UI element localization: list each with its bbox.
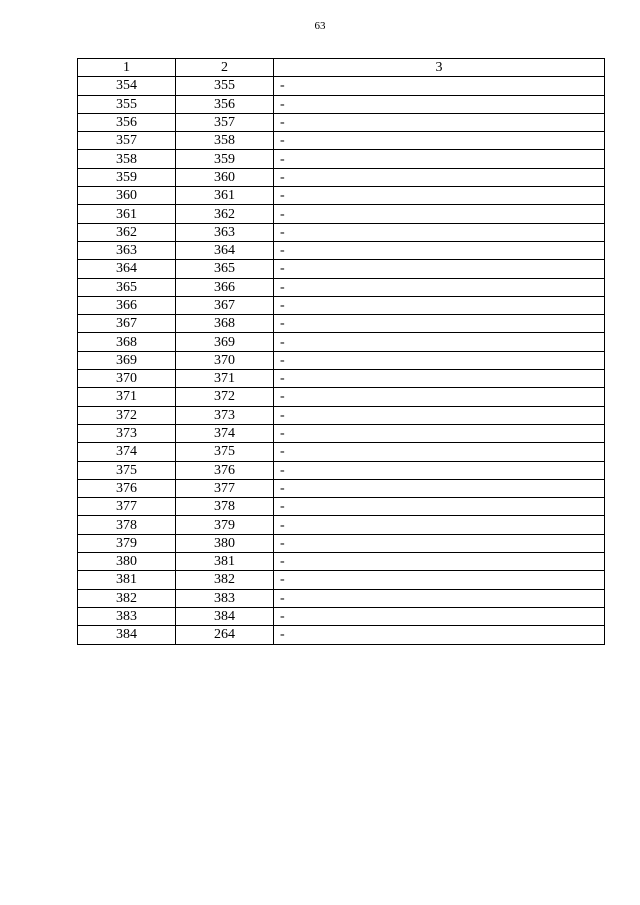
- table-cell-col3: -: [274, 424, 605, 442]
- table-row: [78, 626, 605, 644]
- table-cell-col3: -: [274, 607, 605, 625]
- table-row: [78, 406, 605, 424]
- table-row: [78, 260, 605, 278]
- table-cell-col1: 356: [78, 113, 176, 131]
- table-row: [78, 516, 605, 534]
- table-cell-col3: -: [274, 479, 605, 497]
- table-header-row: [78, 59, 605, 77]
- table-cell-col2: 367: [176, 296, 274, 314]
- table-cell-col3: -: [274, 260, 605, 278]
- table-cell-col1: 369: [78, 351, 176, 369]
- table-cell-col2: 378: [176, 498, 274, 516]
- table-cell-col2: 355: [176, 77, 274, 95]
- table-cell-col1: 373: [78, 424, 176, 442]
- table-cell-col3: -: [274, 168, 605, 186]
- table-cell-col1: 368: [78, 333, 176, 351]
- table-row: [78, 461, 605, 479]
- table-cell-col2: 370: [176, 351, 274, 369]
- table-cell-col3: -: [274, 223, 605, 241]
- table-body: [78, 77, 605, 644]
- table-cell-col2: 362: [176, 205, 274, 223]
- table-cell-col1: 367: [78, 315, 176, 333]
- table-row: [78, 205, 605, 223]
- table-cell-col2: 371: [176, 370, 274, 388]
- table-row: [78, 278, 605, 296]
- table-cell-col2: 384: [176, 607, 274, 625]
- table-cell-col2: 372: [176, 388, 274, 406]
- table-cell-col2: 365: [176, 260, 274, 278]
- table-row: [78, 187, 605, 205]
- table-cell-col2: 381: [176, 553, 274, 571]
- table-row: [78, 553, 605, 571]
- table-cell-col2: 375: [176, 443, 274, 461]
- column-header-3: 3: [274, 59, 605, 77]
- table-cell-col3: -: [274, 113, 605, 131]
- column-header-1: 1: [78, 59, 176, 77]
- table-cell-col3: -: [274, 388, 605, 406]
- table-cell-col2: 363: [176, 223, 274, 241]
- table-cell-col2: 361: [176, 187, 274, 205]
- table-cell-col2: 377: [176, 479, 274, 497]
- table-cell-col2: 357: [176, 113, 274, 131]
- table-cell-col2: 264: [176, 626, 274, 644]
- table-cell-col3: -: [274, 241, 605, 259]
- page-number: 63: [314, 20, 326, 32]
- table-cell-col1: 377: [78, 498, 176, 516]
- table-cell-col1: 380: [78, 553, 176, 571]
- table-cell-col1: 378: [78, 516, 176, 534]
- table-cell-col3: -: [274, 132, 605, 150]
- data-table: [77, 58, 605, 645]
- table-row: [78, 388, 605, 406]
- table-row: [78, 315, 605, 333]
- table-cell-col2: 374: [176, 424, 274, 442]
- table-cell-col1: 370: [78, 370, 176, 388]
- table-row: [78, 607, 605, 625]
- table-row: [78, 333, 605, 351]
- table-cell-col3: -: [274, 516, 605, 534]
- table-row: [78, 132, 605, 150]
- table-cell-col3: -: [274, 534, 605, 552]
- table-row: [78, 370, 605, 388]
- table-cell-col3: -: [274, 406, 605, 424]
- table-cell-col2: 379: [176, 516, 274, 534]
- table-cell-col1: 362: [78, 223, 176, 241]
- table-cell-col2: 358: [176, 132, 274, 150]
- table-cell-col2: 373: [176, 406, 274, 424]
- table-row: [78, 479, 605, 497]
- table-row: [78, 77, 605, 95]
- table-cell-col3: -: [274, 205, 605, 223]
- table-row: [78, 113, 605, 131]
- table-cell-col1: 365: [78, 278, 176, 296]
- table-cell-col1: 376: [78, 479, 176, 497]
- table-cell-col1: 361: [78, 205, 176, 223]
- table-cell-col1: 354: [78, 77, 176, 95]
- table-cell-col2: 359: [176, 150, 274, 168]
- table-cell-col2: 376: [176, 461, 274, 479]
- table-cell-col3: -: [274, 553, 605, 571]
- table-cell-col1: 381: [78, 571, 176, 589]
- table-cell-col2: 364: [176, 241, 274, 259]
- table-cell-col1: 358: [78, 150, 176, 168]
- table-row: [78, 571, 605, 589]
- table-cell-col1: 382: [78, 589, 176, 607]
- table-row: [78, 534, 605, 552]
- table-row: [78, 589, 605, 607]
- table-cell-col1: 366: [78, 296, 176, 314]
- table-row: [78, 424, 605, 442]
- table-cell-col3: -: [274, 187, 605, 205]
- table-row: [78, 241, 605, 259]
- table-row: [78, 150, 605, 168]
- table-row: [78, 498, 605, 516]
- table-cell-col1: 359: [78, 168, 176, 186]
- table-row: [78, 443, 605, 461]
- table-row: [78, 351, 605, 369]
- table-cell-col2: 382: [176, 571, 274, 589]
- table-cell-col1: 383: [78, 607, 176, 625]
- table-cell-col1: 379: [78, 534, 176, 552]
- table-cell-col2: 380: [176, 534, 274, 552]
- table-row: [78, 95, 605, 113]
- column-header-2: 2: [176, 59, 274, 77]
- table-cell-col1: 371: [78, 388, 176, 406]
- table-cell-col2: 360: [176, 168, 274, 186]
- table-cell-col1: 357: [78, 132, 176, 150]
- table-cell-col1: 372: [78, 406, 176, 424]
- table-cell-col3: -: [274, 150, 605, 168]
- table-cell-col2: 368: [176, 315, 274, 333]
- table-cell-col2: 369: [176, 333, 274, 351]
- table-cell-col3: -: [274, 296, 605, 314]
- table-cell-col1: 363: [78, 241, 176, 259]
- table-cell-col1: 360: [78, 187, 176, 205]
- table-row: [78, 168, 605, 186]
- table-cell-col1: 374: [78, 443, 176, 461]
- table-cell-col2: 356: [176, 95, 274, 113]
- table-cell-col3: -: [274, 589, 605, 607]
- table-cell-col3: -: [274, 315, 605, 333]
- table-cell-col1: 355: [78, 95, 176, 113]
- table-cell-col3: -: [274, 278, 605, 296]
- table-row: [78, 296, 605, 314]
- table-cell-col3: -: [274, 498, 605, 516]
- table-cell-col2: 366: [176, 278, 274, 296]
- table-cell-col3: -: [274, 351, 605, 369]
- table-cell-col1: 384: [78, 626, 176, 644]
- table-cell-col1: 375: [78, 461, 176, 479]
- table-cell-col3: -: [274, 571, 605, 589]
- table-cell-col3: -: [274, 370, 605, 388]
- table-cell-col3: -: [274, 626, 605, 644]
- table-cell-col3: -: [274, 333, 605, 351]
- table-row: [78, 223, 605, 241]
- table-cell-col3: -: [274, 77, 605, 95]
- table-cell-col3: -: [274, 95, 605, 113]
- table-cell-col1: 364: [78, 260, 176, 278]
- table-cell-col2: 383: [176, 589, 274, 607]
- table-cell-col3: -: [274, 443, 605, 461]
- table-cell-col3: -: [274, 461, 605, 479]
